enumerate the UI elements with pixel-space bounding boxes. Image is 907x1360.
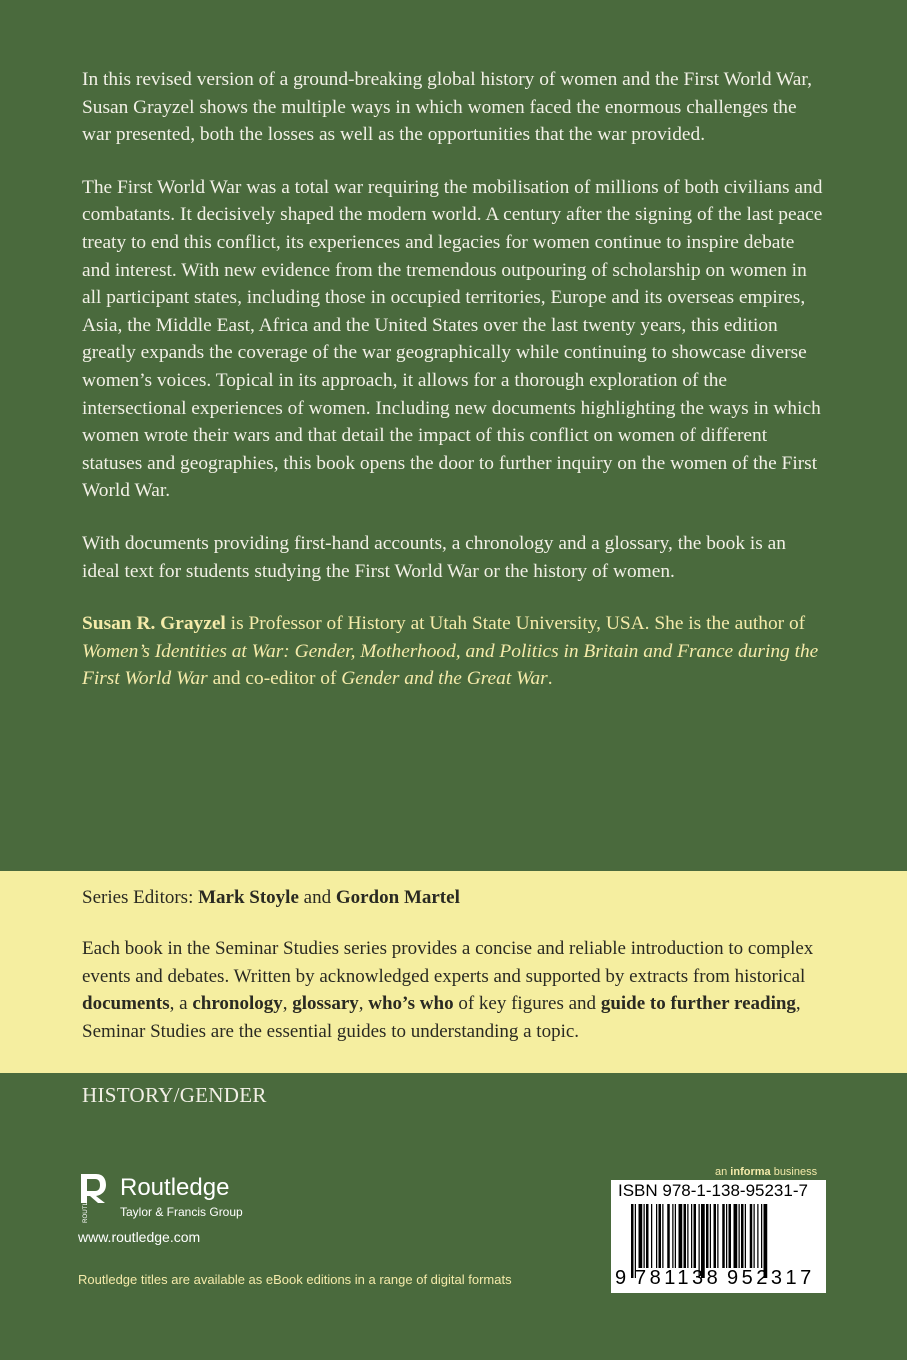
barcode-bar — [659, 1204, 662, 1268]
barcode-bar — [694, 1204, 697, 1268]
isbn-label: ISBN 978-1-138-95231-7 — [618, 1181, 808, 1200]
barcode-bar — [714, 1204, 717, 1268]
series-info-box — [0, 871, 907, 1073]
blurb-paragraph-3: With documents providing first-hand accounts, a chronology and a glossary, the book is an ideal text for students studying the First World War or the history of women. — [82, 532, 786, 582]
barcode-bar — [729, 1204, 732, 1268]
routledge-r-icon — [78, 1172, 108, 1224]
informa-tagline: an informa business — [715, 1166, 818, 1178]
barcode-bar — [739, 1204, 740, 1268]
barcode-bar — [687, 1204, 688, 1268]
ebook-note: Routledge titles are available as eBook editions in a range of digital formats — [78, 1272, 512, 1287]
barcode-digits-left: 781138 — [635, 1267, 722, 1289]
barcode-bar — [706, 1204, 709, 1268]
barcode-bar — [662, 1204, 663, 1268]
series-editor-2: Gordon Martel — [335, 887, 460, 908]
barcode-digit-lead: 9 — [615, 1267, 627, 1289]
publisher-group: Taylor & Francis Group — [120, 1205, 243, 1219]
subject-category: HISTORY/GENDER — [82, 1083, 267, 1107]
series-editors: Series Editors: Mark Stoyle and Gordon Martel — [82, 887, 460, 908]
barcode-bar — [710, 1204, 711, 1268]
barcode-bar — [639, 1204, 643, 1268]
barcode-bar — [679, 1204, 683, 1268]
barcode-bar — [754, 1204, 755, 1268]
blurb-paragraph-2: The First World War was a total war requiring the mobilisation of millions of both civilians and combatants. It decisively shaped the modern world. A century after the signing of the last peace treaty to end this conflict, its experiences and legacies for women continue to inspire debate and interest. With new evidence from the tremendous outpouring of scholarship on women in all participant states, including those in occupied territories, Europe and its overseas empires, Asia, the Middle East, Africa and the United States over the last twenty years, this edition greatly expands the coverage of the war geographically while continuing to showcase diverse women’s voices. Topical in its approach, it allows for a thorough exploration of the intersectional experiences of women. Including new documents highlighting the ways in which women wrote their wars and that detail the impact of this conflict on women of different statuses and geographies, this book opens the door to further inquiry on the women of the First World War. — [82, 176, 823, 502]
book-title-1: Women’s Identities at War: Gender, Motherhood, and Politics in Britain and France during the First World War — [82, 640, 819, 690]
blurb-paragraph-1: In this revised version of a ground-breaking global history of women and the First World War, Susan Grayzel shows the multiple ways in which women faced the enormous challenges the war presented, both the losses as well as the opportunities that the war provided. — [82, 69, 812, 146]
barcode-bar — [691, 1204, 692, 1268]
publisher-name: Routledge — [120, 1174, 230, 1201]
barcode-bar — [651, 1204, 652, 1268]
barcode-bar — [734, 1204, 738, 1268]
barcode-bar — [726, 1204, 727, 1268]
series-editor-1: Mark Stoyle — [198, 887, 299, 908]
barcode-bar — [745, 1204, 746, 1268]
barcode-bar — [684, 1204, 687, 1268]
book-title-2: Gender and the Great War — [341, 668, 548, 690]
barcode-bar — [656, 1204, 657, 1268]
author-name: Susan R. Grayzel — [82, 613, 226, 635]
barcode-bar — [675, 1204, 676, 1268]
isbn-barcode — [611, 1180, 826, 1293]
barcode-bar — [646, 1204, 649, 1268]
barcode-bar — [741, 1204, 744, 1268]
barcode-digits — [611, 1267, 826, 1291]
barcode-bar — [750, 1204, 753, 1268]
barcode-digits-right: 952317 — [727, 1267, 815, 1289]
routledge-logo — [78, 1172, 268, 1224]
barcode-bar — [644, 1204, 645, 1268]
routledge-vertical-text: ROUTLEDGE — [82, 1184, 89, 1223]
barcode-bar — [717, 1204, 718, 1268]
barcode-bar — [761, 1204, 762, 1268]
barcode-bar — [672, 1204, 673, 1268]
series-description: Each book in the Seminar Studies series provides a concise and reliable introduction to complex events and debates. Written by acknowledged experts and supported by extracts from historical documents, a chronology, glossary, who’s who of key figures and guide to further reading, Seminar Studies are the essential guides to understanding a topic. — [82, 938, 814, 1042]
publisher-website[interactable]: www.routledge.com — [78, 1229, 201, 1245]
barcode-bar — [667, 1204, 670, 1268]
barcode-bar — [757, 1204, 758, 1268]
author-bio: Susan R. Grayzel is Professor of History at Utah State University, USA. She is the author of Women’s Identities at War: Gender, Motherhood, and Politics in Britain and France during the First World War and co-editor of Gender and the Great War. — [82, 613, 819, 690]
back-cover-blurb — [82, 66, 827, 718]
barcode-bar — [722, 1204, 725, 1268]
